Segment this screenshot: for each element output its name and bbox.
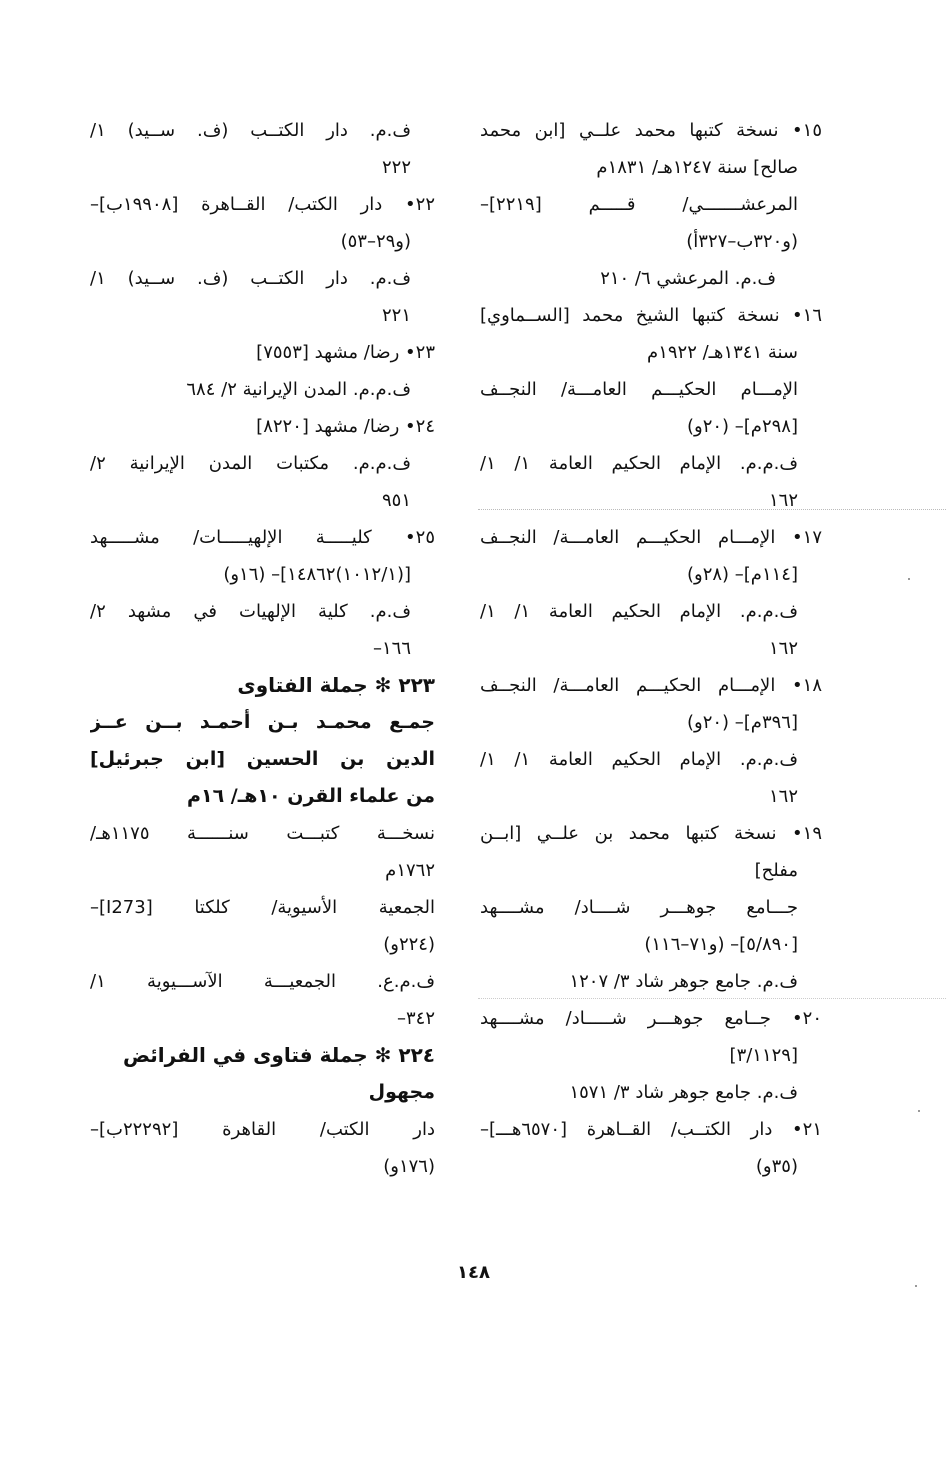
text-line: دار الكتب/ القاهرة [٢٢٢٩٢ب]– (90, 1119, 435, 1140)
text-line: ف.م. دار الكتــب (ف. ســيد) ١/ (90, 268, 411, 289)
text-line: ٢٢• دار الكتب/ القــاهرة [١٩٩٠٨ب]– (90, 194, 435, 215)
text-line: ٢٣• رضا/ مشهد [٧٥٥٣] (256, 342, 435, 363)
text-line: [١١٤م]– (٢٨و) (686, 564, 798, 585)
scan-speck (908, 578, 910, 580)
entry-heading: ٢٢٣ ✻ جملة الفتاوى (237, 673, 435, 697)
text-line: [٥/٨٩٠]– (و٧١–١١٦) (644, 934, 798, 955)
text-line: ١٧• الإمـــام الحكيـــم العامـــة/ النجــف (480, 527, 822, 548)
text-line: سنة ١٣٤١هـ/ ١٩٢٢م (647, 342, 798, 363)
right-column (480, 112, 822, 1185)
text-line: ٣٤٢– (396, 1008, 435, 1029)
text-line: المرعشـــــــي/ قـــــم [٢٢١٩]– (480, 194, 798, 215)
text-line: ١٥• نسخة كتبها محمد علــي [ابن محمد (480, 120, 822, 141)
text-line: [(١٠١٢/١)١٤٨٦٢]– (١٦و) (223, 564, 411, 585)
text-line: ١٦٢ (768, 638, 798, 659)
scan-dotted-line-lower (478, 998, 947, 999)
text-line: [٣٩٦م]– (٢٠و) (686, 712, 798, 733)
text-line: ف.م. جامع جوهر شاد ٣/ ١٥٧١ (569, 1082, 798, 1103)
text-line: من علماء القرن ١٠هـ/ ١٦م (187, 785, 435, 807)
text-line: ٢٢١ (381, 305, 411, 326)
text-line: ف.م. المرعشي ٦/ ٢١٠ (600, 268, 776, 289)
text-line: ف.م. دار الكتــب (ف. ســيد) ١/ (90, 120, 411, 141)
text-line: ١٦٢ (768, 490, 798, 511)
text-line: ٢٥• كليـــــة الإلهيـــــات/ مشـــــهد (90, 527, 435, 548)
scan-speck (918, 1110, 920, 1112)
text-line: ١٩• نسخة كتبها محمد بن علــي [ابــن (480, 823, 822, 844)
text-line: ف.م. كلية الإلهيات في مشهد ٢/ (90, 601, 411, 622)
text-line: نسخـــة كتبـــت سنــــــة ١١٧٥هـ/ (90, 823, 435, 844)
text-line: جمـع محمـد بـن أحمـد بــن عــز (90, 711, 435, 733)
text-line: ٢٠• جــامع جوهـــر شـــــاد/ مشــــهد (480, 1008, 822, 1029)
left-column (90, 112, 435, 1185)
text-line: ف.م.م. الإمام الحكيم العامة ١/ ١/ (480, 453, 798, 474)
text-line: ١٨• الإمـــام الحكيـــم العامـــة/ النجــف (480, 675, 822, 696)
text-line: مفلح] (754, 860, 798, 881)
text-line: [٣/١١٢٩] (729, 1045, 798, 1066)
text-line: الجمعية الأسيوية/ كلكتا [I273]– (90, 897, 435, 918)
text-line: ١٦• نسخة كتبها الشيخ محمد [الســماوي] (480, 305, 822, 326)
text-line: صالح] سنة ١٢٤٧هـ/ ١٨٣١م (596, 157, 798, 178)
text-line: [٢٩٨م]– (٢٠و) (686, 416, 798, 437)
scan-dotted-line (478, 509, 947, 510)
text-line: الدين بن الحسين [ابن جبرئيل] (90, 748, 435, 770)
text-line: (و٣٢٠ب–٣٢٧أ) (686, 231, 798, 252)
text-line: ١٦٢ (768, 786, 798, 807)
text-line: (٢٢٤و) (383, 934, 435, 955)
text-line: ١٦٦– (372, 638, 411, 659)
scan-speck (915, 1285, 917, 1287)
text-line: ٢١• دار الكتــب/ القــاهرة [٦٥٧٠هـــ]– (480, 1119, 822, 1140)
text-line: ف.م.م. الإمام الحكيم العامة ١/ ١/ (480, 601, 798, 622)
text-line: ٢٢٢ (381, 157, 411, 178)
text-line: (٣٥و) (755, 1156, 798, 1177)
text-line: ف.م.م. المدن الإيرانية ٢/ ٦٨٤ (186, 379, 411, 400)
text-line: ف.م.م. مكتبات المدن الإيرانية ٢/ (90, 453, 411, 474)
text-line: ف.م.م. الإمام الحكيم العامة ١/ ١/ (480, 749, 798, 770)
text-line: ٩٥١ (381, 490, 411, 511)
text-line: (١٧٦و) (383, 1156, 435, 1177)
page-number: ١٤٨ (457, 1262, 490, 1283)
entry-heading: ٢٢٤ ✻ جملة فتاوى في الفرائض (122, 1043, 435, 1067)
text-line: ١٧٦٢م (385, 860, 435, 881)
text-line: ف.م.ع. الجمعيـــة الآســـيوية ١/ (90, 971, 435, 992)
text-line: (و٢٩–٥٣) (340, 231, 411, 252)
text-line: مجهول (368, 1081, 435, 1103)
text-line: ٢٤• رضا/ مشهد [٨٢٢٠] (256, 416, 435, 437)
text-line: الإمـــام الحكيـــم العامـــة/ النجــف (480, 379, 798, 400)
text-line: ف.م. جامع جوهر شاد ٣/ ١٢٠٧ (569, 971, 798, 992)
text-line: جـــامع جوهـــر شــــاد/ مشــــهد (480, 897, 798, 918)
